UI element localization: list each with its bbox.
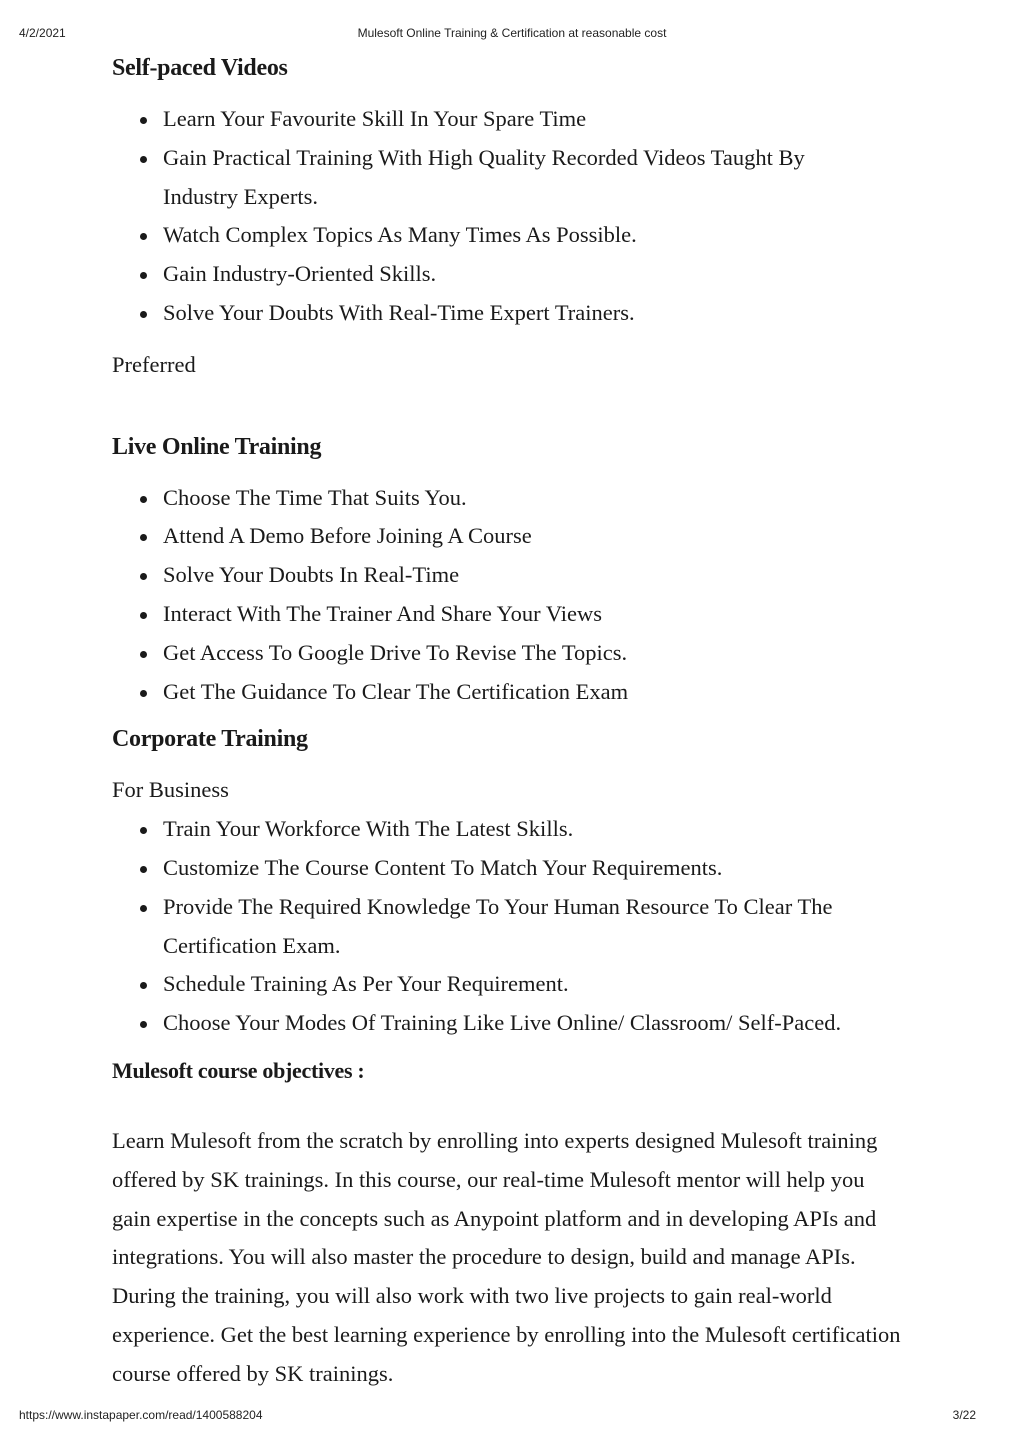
list-item: Solve Your Doubts With Real-Time Expert Trainers. (163, 294, 912, 333)
list-item: Gain Industry-Oriented Skills. (163, 255, 912, 294)
live-online-heading: Live Online Training (112, 433, 322, 460)
list-item: Gain Practical Training With High Quality Recorded Videos Taught By Industry Experts. (163, 139, 883, 217)
list-item: Provide The Required Knowledge To Your Human Resource To Clear The Certification Exam. (163, 888, 913, 966)
print-date: 4/2/2021 (19, 26, 66, 40)
self-paced-note: Preferred (112, 351, 196, 377)
self-paced-section (112, 48, 912, 385)
corporate-list (112, 810, 912, 1043)
self-paced-heading: Self-paced Videos (112, 55, 288, 81)
print-header (0, 26, 1024, 42)
corporate-subheading: For Business (112, 777, 229, 803)
list-item: Schedule Training As Per Your Requirement. (163, 965, 912, 1004)
list-item: Train Your Workforce With The Latest Skills. (163, 810, 912, 849)
print-title: Mulesoft Online Training & Certification at reasonable cost (357, 26, 667, 40)
corporate-heading: Corporate Training (112, 726, 308, 753)
print-url: https://www.instapaper.com/read/1400588204 (19, 1408, 263, 1422)
list-item: Choose Your Modes Of Training Like Live Online/ Classroom/ Self-Paced. (163, 1004, 912, 1043)
list-item: Choose The Time That Suits You. (163, 479, 912, 518)
list-item: Watch Complex Topics As Many Times As Possible. (163, 216, 912, 255)
list-item: Interact With The Trainer And Share Your Views (163, 595, 912, 634)
list-item: Learn Your Favourite Skill In Your Spare Time (163, 100, 912, 139)
list-item: Get The Guidance To Clear The Certification Exam (163, 673, 912, 712)
article-content (112, 48, 912, 1394)
self-paced-list (112, 100, 912, 333)
list-item: Solve Your Doubts In Real-Time (163, 556, 912, 595)
print-footer (0, 1408, 1024, 1424)
objectives-paragraph: Learn Mulesoft from the scratch by enrolling into experts designed Mulesoft training offered by SK trainings. In this course, our real-time Mulesoft mentor will help you gain expertise in the concepts such as Anypoint platform and in developing APIs and integrations. You will also master the procedure to design, build and manage APIs. During the training, you will also work with two live projects to gain real-world experience. Get the best learning experience by enrolling into the Mulesoft certification course offered by SK trainings. (112, 1127, 901, 1386)
print-page-number: 3/22 (952, 1408, 976, 1422)
corporate-section (112, 719, 912, 1043)
list-item: Get Access To Google Drive To Revise The Topics. (163, 634, 912, 673)
objectives-heading: Mulesoft course objectives : (112, 1057, 365, 1083)
objectives-section (112, 1051, 912, 1394)
live-online-section (112, 427, 912, 712)
list-item: Attend A Demo Before Joining A Course (163, 517, 912, 556)
list-item: Customize The Course Content To Match Your Requirements. (163, 849, 912, 888)
live-online-list (112, 479, 912, 712)
